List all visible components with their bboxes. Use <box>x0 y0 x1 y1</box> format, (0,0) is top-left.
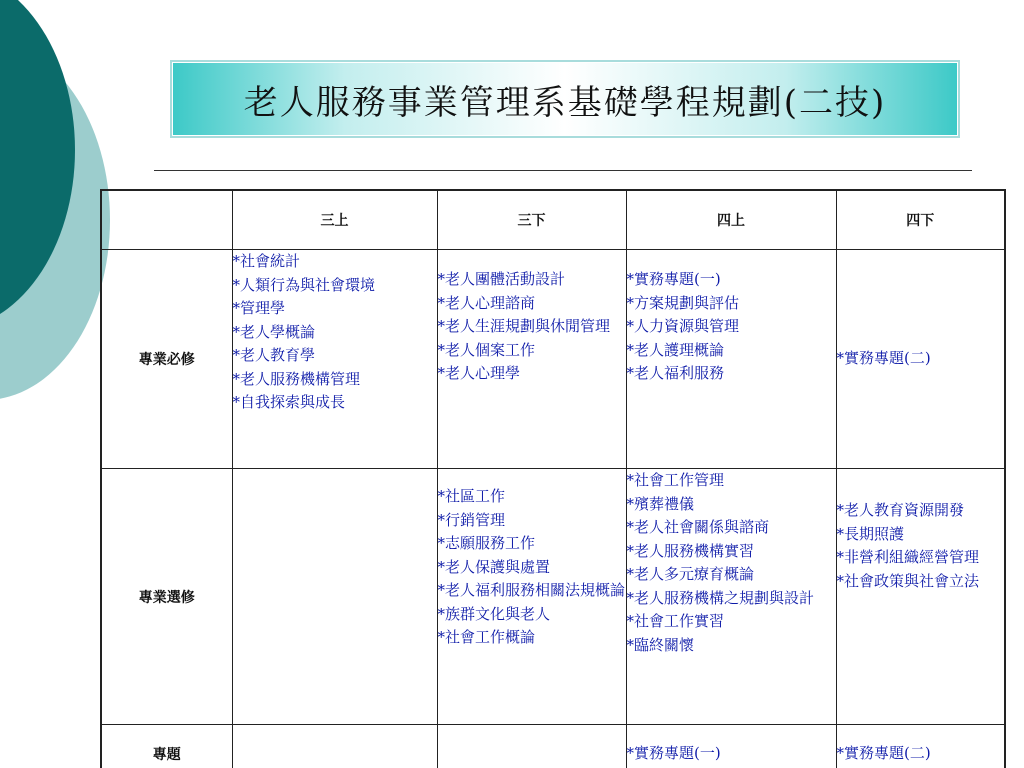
course-item: *社會政策與社會立法 <box>836 571 980 590</box>
row-header: 專業必修 <box>101 250 232 469</box>
table-row <box>101 469 1005 725</box>
course-cell <box>232 250 437 469</box>
course-item: *族群文化與老人 <box>437 604 551 623</box>
title-box <box>170 60 960 138</box>
course-list <box>438 485 626 650</box>
course-item: *實務專題(一) <box>626 744 721 763</box>
course-item: *殯葬禮儀 <box>626 494 695 513</box>
course-item: *老人服務機構管理 <box>232 369 361 388</box>
course-list <box>438 268 626 386</box>
course-cell <box>836 725 1005 768</box>
course-item: *行銷管理 <box>437 510 506 529</box>
course-list <box>627 268 836 386</box>
course-item: *老人保護與處置 <box>437 557 551 576</box>
table-row <box>101 250 1005 469</box>
course-item: *社會工作管理 <box>626 471 725 489</box>
course-item: *老人心理諮商 <box>437 293 536 312</box>
course-item: *老人心理學 <box>437 364 521 382</box>
course-item: *社區工作 <box>437 487 506 505</box>
course-list <box>837 347 1005 371</box>
course-item: *社會工作概論 <box>437 628 536 646</box>
column-header-semester: 三下 <box>437 190 626 250</box>
table-row <box>101 725 1005 768</box>
course-item: *社會統計 <box>232 252 301 270</box>
course-item: *長期照護 <box>836 524 905 543</box>
column-header-semester: 三上 <box>232 190 437 250</box>
course-item: *老人個案工作 <box>437 340 536 359</box>
course-item: *自我探索與成長 <box>232 393 346 411</box>
course-item: *實務專題(二) <box>836 744 931 763</box>
column-header-semester: 四下 <box>836 190 1005 250</box>
course-list <box>837 499 1005 593</box>
row-header: 專業選修 <box>101 469 232 725</box>
row-header: 專題 <box>101 725 232 768</box>
course-item: *人類行為與社會環境 <box>232 275 376 294</box>
course-cell <box>836 469 1005 725</box>
course-item: *非營利組織經營管理 <box>836 548 980 566</box>
course-item: *臨終關懷 <box>626 635 695 654</box>
course-item: *管理學 <box>232 299 286 317</box>
title-divider <box>154 170 972 171</box>
course-item: *方案規劃與評估 <box>626 293 740 312</box>
course-cell <box>626 725 836 768</box>
course-item: *老人服務機構實習 <box>626 541 755 560</box>
course-item: *老人學概論 <box>232 322 316 341</box>
corner-cell <box>101 190 232 250</box>
curriculum-table <box>100 189 1006 768</box>
course-cell <box>437 469 626 725</box>
course-cell <box>232 469 437 725</box>
course-item: *志願服務工作 <box>437 534 536 552</box>
course-item: *老人福利服務 <box>626 364 725 382</box>
course-cell <box>836 250 1005 469</box>
course-cell <box>626 469 836 725</box>
column-header-semester: 四上 <box>626 190 836 250</box>
course-item: *老人護理概論 <box>626 340 725 359</box>
course-item: *老人教育資源開發 <box>836 501 965 519</box>
course-item: *老人生涯規劃與休閒管理 <box>437 317 611 335</box>
header-row <box>101 190 1005 250</box>
course-item: *老人多元療育概論 <box>626 565 755 583</box>
course-item: *老人福利服務相關法規概論 <box>437 581 626 599</box>
course-item: *實務專題(一) <box>626 270 721 288</box>
course-item: *社會工作實習 <box>626 612 725 630</box>
course-item: *老人團體活動設計 <box>437 270 566 288</box>
course-item: *老人服務機構之規劃與設計 <box>626 588 815 607</box>
course-item: *老人教育學 <box>232 346 316 364</box>
course-item: *實務專題(二) <box>836 349 931 368</box>
course-list <box>627 742 836 766</box>
course-item: *人力資源與管理 <box>626 317 740 335</box>
course-cell <box>437 250 626 469</box>
course-cell <box>232 725 437 768</box>
course-cell <box>626 250 836 469</box>
course-list <box>233 250 437 415</box>
course-list <box>837 742 1005 766</box>
page-title: 老人服務事業管理系基礎學程規劃(二技) <box>243 82 887 123</box>
course-item: *老人社會關係與諮商 <box>626 518 770 536</box>
course-cell <box>437 725 626 768</box>
course-list <box>627 469 836 657</box>
